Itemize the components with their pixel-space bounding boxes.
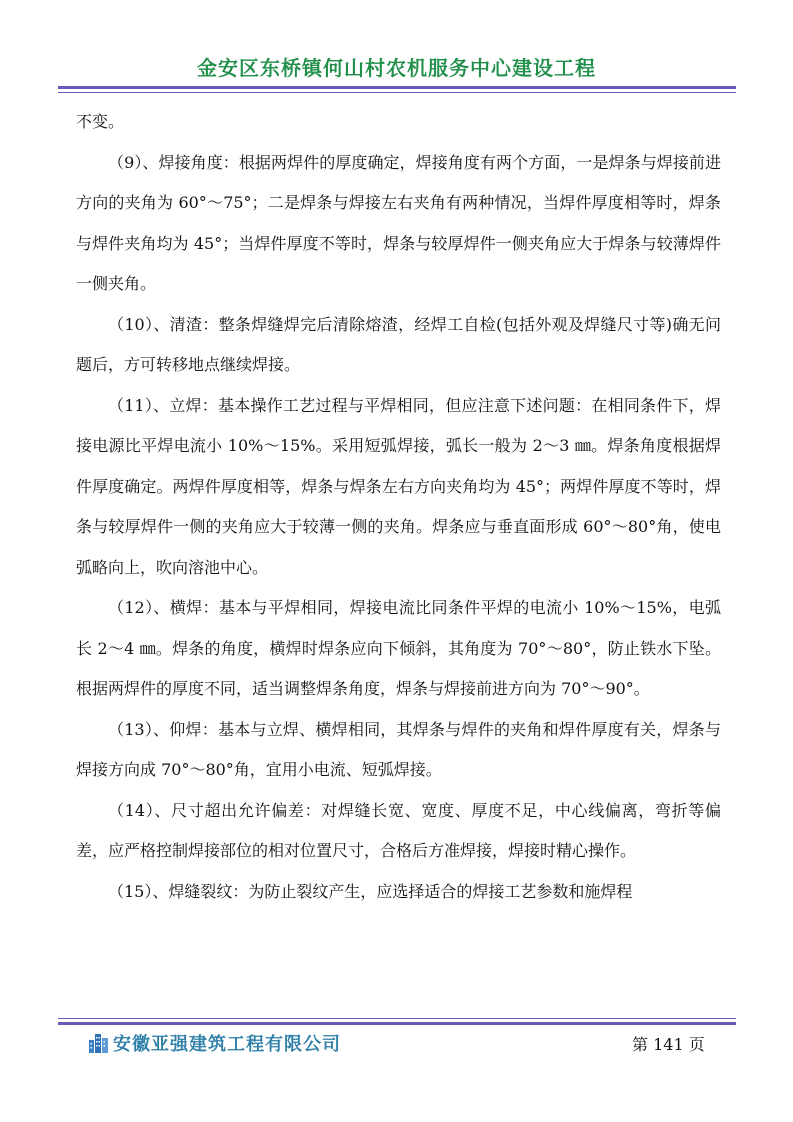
- paragraph-11: （11）、立焊：基本操作工艺过程与平焊相同，但应注意下述问题：在相同条件下，焊接电源比平焊电流小 10%～15%。采用短弧焊接，弧长一般为 2～3 ㎜。焊条角度根据焊件厚度确定。两焊件厚度相等，焊条与焊条左右方向夹角均为 45°；两焊件厚度不等时，焊条与较厚焊件一侧的夹角应大于较薄一侧的夹角。焊条应与垂直面形成 60°～80°角，使电弧略向上，吹向溶池中心。: [76, 395, 721, 577]
- footer-company-name: 安徽亚强建筑工程有限公司: [113, 1034, 341, 1055]
- document-body: [76, 102, 721, 912]
- footer-rule-thick: [58, 1022, 736, 1025]
- paragraph-14: （14）、尺寸超出允许偏差：对焊缝长宽、宽度、厚度不足，中心线偏离，弯折等偏差，应严格控制焊接部位的相对位置尺寸，合格后方准焊接，焊接时精心操作。: [76, 800, 721, 860]
- paragraph-15: （15）、焊缝裂纹：为防止裂纹产生，应选择适合的焊接工艺参数和施焊程: [108, 881, 633, 901]
- footer-rule-thin: [58, 1018, 736, 1019]
- page-header-title: 金安区东桥镇何山村农机服务中心建设工程: [197, 56, 596, 80]
- paragraph-9: （9）、焊接角度：根据两焊件的厚度确定，焊接角度有两个方面，一是焊条与焊接前进方向的夹角为 60°～75°；二是焊条与焊接左右夹角有两种情况，当焊件厚度相等时，焊条与焊件夹角均为 45°；当焊件厚度不等时，焊条与较厚焊件一侧夹角应大于焊条与较薄焊件一侧夹角。: [76, 152, 721, 293]
- header-rule-thin: [58, 92, 736, 93]
- paragraph-continuation: 不变。: [76, 112, 125, 131]
- paragraph-10: （10）、清渣：整条焊缝焊完后清除熔渣，经焊工自检(包括外观及焊缝尺寸等)确无问题后，方可转移地点继续焊接。: [76, 314, 721, 374]
- paragraph-13: （13）、仰焊：基本与立焊、横焊相同，其焊条与焊件的夹角和焊件厚度有关，焊条与焊接方向成 70°～80°角，宜用小电流、短弧焊接。: [76, 719, 721, 779]
- paragraph-12: （12）、横焊：基本与平焊相同，焊接电流比同条件平焊的电流小 10%～15%，电弧长 2～4 ㎜。焊条的角度，横焊时焊条应向下倾斜，其角度为 70°～80°，防止铁水下坠。根据两焊件的厚度不同，适当调整焊条角度，焊条与焊接前进方向为 70°～90°。: [76, 598, 721, 698]
- building-logo-icon: [88, 1030, 110, 1054]
- header-rule-thick: [58, 86, 736, 89]
- page-number: 第 141 页: [632, 1035, 705, 1054]
